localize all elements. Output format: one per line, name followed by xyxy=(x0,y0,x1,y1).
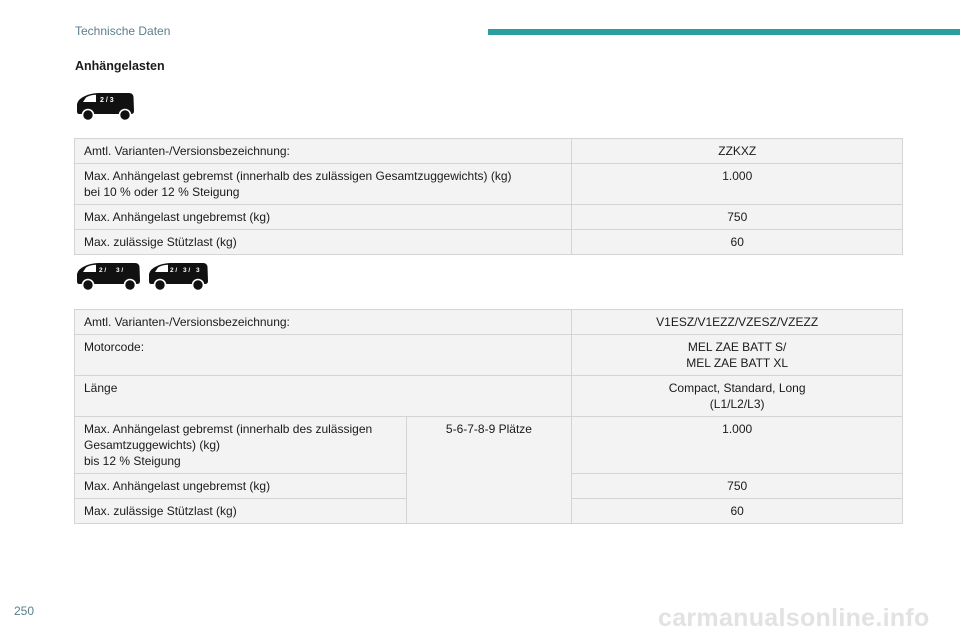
row-label-line: bis 12 % Steigung xyxy=(84,454,181,468)
vehicle-label: 2 / 3 xyxy=(100,97,114,104)
trailer-loads-table-2 xyxy=(74,309,903,524)
passenger-van-long-icon xyxy=(146,262,210,292)
row-value: 60 xyxy=(572,499,903,524)
row-value: 1.000 xyxy=(572,164,903,205)
row-value: 750 xyxy=(572,205,903,230)
header-accent-bar xyxy=(488,29,960,35)
panel-van-icon xyxy=(74,92,136,122)
row-label-line: Max. Anhängelast gebremst (innerhalb des zulässigen Gesamtzuggewichts) (kg) xyxy=(84,169,512,183)
row-value xyxy=(572,376,903,417)
row-value: 60 xyxy=(572,230,903,255)
row-label xyxy=(75,417,407,474)
row-value-line: MEL ZAE BATT S/ xyxy=(687,340,787,354)
row-value-line: Compact, Standard, Long xyxy=(668,381,806,395)
table-row xyxy=(75,139,903,164)
row-label: Max. zulässige Stützlast (kg) xyxy=(75,499,407,524)
row-label-line: bei 10 % oder 12 % Steigung xyxy=(84,185,240,199)
row-value xyxy=(572,335,903,376)
trailer-loads-table-1 xyxy=(74,138,903,255)
table-row xyxy=(75,205,903,230)
seats-cell: 5-6-7-8-9 Plätze xyxy=(406,417,572,524)
row-label: Länge xyxy=(75,376,572,417)
svg-text:3 /: 3 / xyxy=(116,267,124,274)
row-value: ZZKXZ xyxy=(572,139,903,164)
svg-text:2 /: 2 / xyxy=(99,267,107,274)
page-heading: Anhängelasten xyxy=(75,59,165,73)
table-row xyxy=(75,310,903,335)
row-value: V1ESZ/V1EZZ/VZESZ/VZEZZ xyxy=(572,310,903,335)
svg-text:3: 3 xyxy=(196,267,200,274)
table-row xyxy=(75,230,903,255)
row-value: 1.000 xyxy=(572,417,903,474)
row-label: Motorcode: xyxy=(75,335,572,376)
row-label: Amtl. Varianten-/Versionsbezeichnung: xyxy=(75,310,572,335)
row-value: 750 xyxy=(572,474,903,499)
row-label: Amtl. Varianten-/Versionsbezeichnung: xyxy=(75,139,572,164)
row-value-line: (L1/L2/L3) xyxy=(709,397,765,411)
row-value-line: MEL ZAE BATT XL xyxy=(686,356,789,370)
row-label: Max. Anhängelast ungebremst (kg) xyxy=(75,205,572,230)
svg-text:3 /: 3 / xyxy=(183,267,191,274)
row-label: Max. zulässige Stützlast (kg) xyxy=(75,230,572,255)
watermark: carmanualsonline.info xyxy=(658,604,930,632)
section-title: Technische Daten xyxy=(75,24,171,38)
row-label-line: Gesamtzuggewichts) (kg) xyxy=(84,438,221,452)
row-label: Max. Anhängelast ungebremst (kg) xyxy=(75,474,407,499)
page-number: 250 xyxy=(14,604,35,618)
table-row xyxy=(75,164,903,205)
table-row xyxy=(75,335,903,376)
svg-text:2 /: 2 / xyxy=(170,267,178,274)
row-label xyxy=(75,164,572,205)
table-row xyxy=(75,376,903,417)
row-label-line: Max. Anhängelast gebremst (innerhalb des zulässigen xyxy=(84,422,373,436)
passenger-van-icon xyxy=(74,262,142,292)
table-row xyxy=(75,417,903,474)
